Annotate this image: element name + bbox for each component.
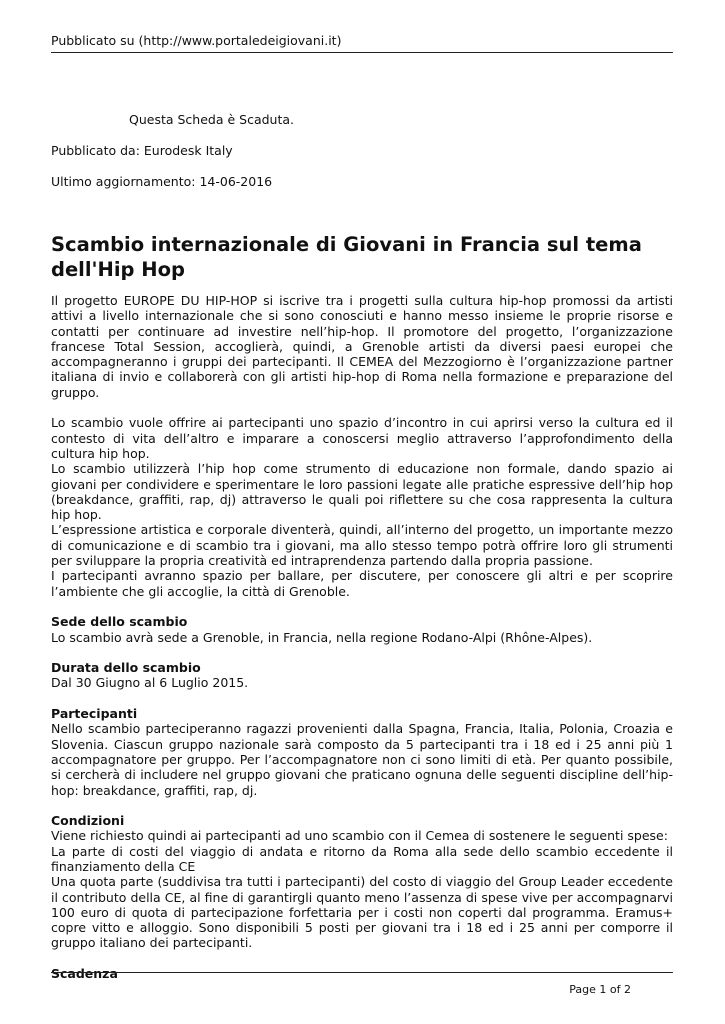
section-heading-participants: Partecipanti bbox=[51, 706, 138, 722]
section-text-venue: Lo scambio avrà sede a Grenoble, in Francia, nella regione Rodano-Alpi (Rhône-Alpes). bbox=[51, 629, 593, 645]
description-paragraph: L’espressione artistica e corporale diventerà, quindi, all’interno del progetto, un importante mezzo di comunicazione e di scambio tra i giovani, ma allo stesso tempo potrà offrire loro gli strumenti per sviluppare la propria creatività ed intraprendenza partendo dalla propria passione. bbox=[51, 522, 673, 569]
section-heading-venue: Sede dello scambio bbox=[51, 614, 188, 630]
conditions-line: La parte di costi del viaggio di andata e ritorno da Roma alla sede dello scambio eccedente il finanziamento della CE bbox=[51, 843, 673, 874]
intro-paragraph: Il progetto EUROPE DU HIP-HOP si iscrive tra i progetti sulla cultura hip-hop promossi da artisti attivi a livello internazionale che si sono conosciuti e hanno messo insieme le proprie risorse e contatti per continuare ad investire nell’hip-hop. Il promotore del progetto, l’organizzazione francese Total Session, accoglierà, quindi, a Grenoble artisti da diversi paesi europei che accompagneranno i gruppi dei partecipanti. Il CEMEA del Mezzogiorno è l’organizzazione partner italiana di invio e collaborerà con gli artisti hip-hop di Roma nella formazione e preparazione del gruppo. bbox=[51, 293, 673, 400]
section-heading-conditions: Condizioni bbox=[51, 813, 125, 829]
section-text-duration: Dal 30 Giugno al 6 Luglio 2015. bbox=[51, 675, 249, 691]
section-text-participants: Nello scambio parteciperanno ragazzi provenienti dalla Spagna, Francia, Italia, Polonia, Croazia e Slovenia. Ciascun gruppo nazionale sarà composto da 5 partecipanti tra i 18 ed i 25 anni più 1 accompagnatore per gruppo. Per l’accompagnatore non ci sono limiti di età. Per quanto possibile, si cercherà di includere nel gruppo giovani che praticano ognuna delle seguenti discipline dell’hip-hop: breakdance, graffiti, rap, dj. bbox=[51, 721, 673, 798]
footer-divider bbox=[51, 972, 673, 973]
published-by: Pubblicato da: Eurodesk Italy bbox=[51, 143, 233, 158]
expired-notice: Questa Scheda è Scaduta. bbox=[129, 112, 295, 127]
conditions-line: Una quota parte (suddivisa tra tutti i partecipanti) del costo di viaggio del Group Leader eccedente il contributo della CE, al fine di garantirgli quanto meno l’assenza di spese vive per accompagnarvi 100 euro di quota di partecipazione forfettaria per i costi non coperti dal programma. Eramus+ copre vitto e alloggio. Sono disponibili 5 posti per giovani tra i 18 ed i 25 anni per comporre il gruppo italiano dei partecipanti. bbox=[51, 874, 673, 951]
section-heading-duration: Durata dello scambio bbox=[51, 660, 201, 676]
page-number: Page 1 of 2 bbox=[569, 983, 631, 996]
conditions-line: Viene richiesto quindi ai partecipanti ad uno scambio con il Cemea di sostenere le seguenti spese: bbox=[51, 828, 668, 844]
page-title: Scambio internazionale di Giovani in Francia sul tema dell'Hip Hop bbox=[51, 233, 642, 281]
article-body bbox=[51, 293, 673, 981]
description-paragraph: Lo scambio vuole offrire ai partecipanti uno spazio d’incontro in cui aprirsi verso la cultura ed il contesto di vita dell’altro e imparare a conoscersi meglio attraverso l’approfondimento della cultura hip hop. bbox=[51, 415, 673, 461]
published-on-header: Pubblicato su (http://www.portaledeigiovani.it) bbox=[51, 33, 673, 53]
description-paragraph: Lo scambio utilizzerà l’hip hop come strumento di educazione non formale, dando spazio ai giovani per condividere e sperimentare le loro passioni legate alle pratiche espressive dell’hip hop (breakdance, graffiti, rap, dj) attraverso le quali poi riflettere su che cosa rappresenta la cultura hip hop. bbox=[51, 461, 673, 523]
last-update: Ultimo aggiornamento: 14-06-2016 bbox=[51, 174, 273, 189]
section-heading-deadline: Scadenza bbox=[51, 966, 118, 982]
description-paragraph: I partecipanti avranno spazio per ballare, per discutere, per conoscere gli altri e per scoprire l’ambiente che gli accoglie, la città di Grenoble. bbox=[51, 568, 673, 599]
